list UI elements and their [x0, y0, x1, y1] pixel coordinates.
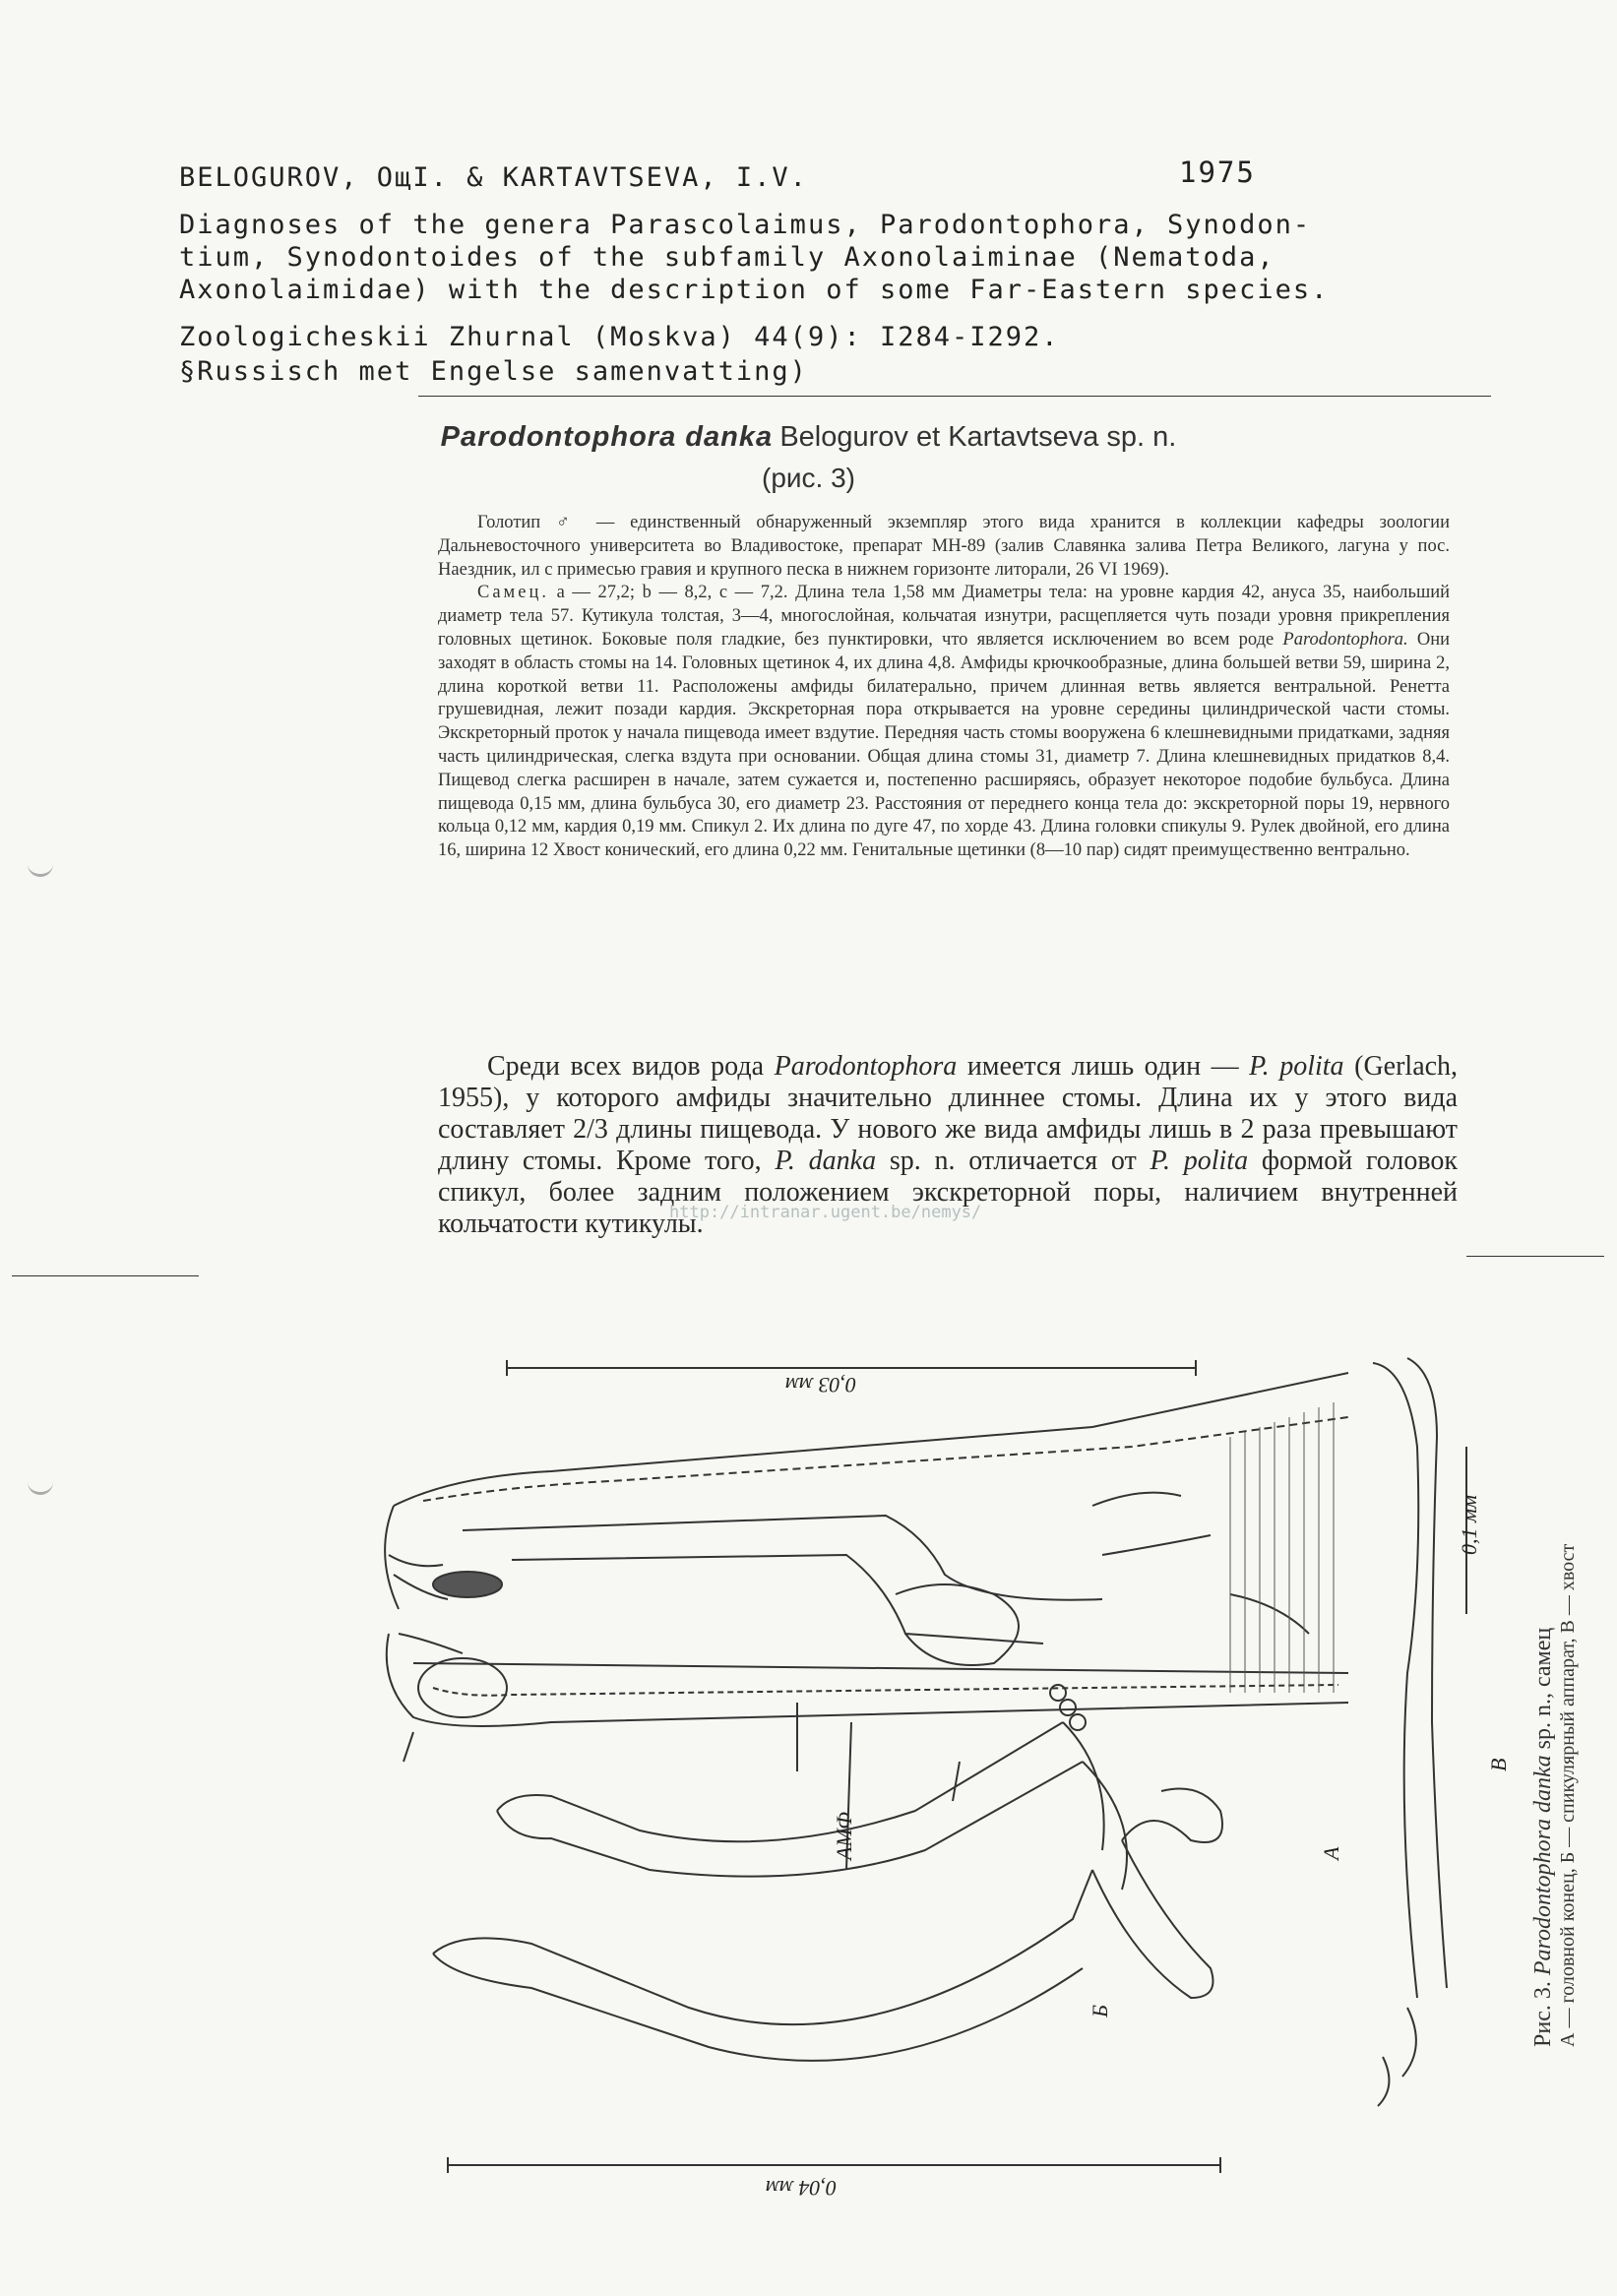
citation-journal-line: Zoologicheskii Zhurnal (Moskva) 44(9): I284-I292.	[179, 322, 1060, 352]
species-authority: Belogurov et Kartavtseva sp. n.	[779, 421, 1177, 453]
discussion-text: sp. n. отличается от	[889, 1146, 1137, 1176]
hatching	[1230, 1402, 1334, 1693]
caption-line-1	[1530, 1544, 1557, 2047]
discussion-species: P. polita	[1249, 1051, 1344, 1082]
watermark-url: http://intranar.ugent.be/nemys/	[669, 1203, 982, 1222]
panel-label-b: Б	[1088, 2005, 1112, 2017]
discussion-text: (Gerlach, 1955), у которого амфиды значительно длиннее стомы. Длина их у этого вида составляет 2/3 длины пищевода. У нового же вида амфиды лишь в 2 раза превышают длину стомы. Кроме того,	[438, 1051, 1459, 1176]
holotype-paragraph: Голотип ♂ — единственный обнаруженный экземпляр этого вида хранится в коллекции кафедры зоологии Дальневосточного университета во Владивостоке, препарат МН-89 (залив Славянка залива Петра Великого, лагуна у пос. Наездник, ил с примесью гравия и крупного песка в нижнем горизонте литорали, 26 VI 1969).	[438, 513, 1450, 580]
citation-authors: BELOGUROV, OщI. & KARTAVTSEVA, I.V.	[179, 162, 808, 193]
figure-caption	[1530, 1544, 1580, 2047]
citation-journal-line: §Russisch met Engelse samenvatting)	[179, 356, 808, 387]
citation-year: 1975	[1179, 155, 1256, 189]
caption-species: Parodontophora danka	[1530, 1755, 1556, 1976]
caption-rest: sp. n., самец	[1530, 1627, 1556, 1750]
discussion-text: формой головок спикул, более задним положением экскреторной поры, наличием внутренней кольчатости кутикулы.	[438, 1146, 1459, 1239]
caption-line-2: А — головной конец, Б — спикулярный аппарат, В — хвост	[1557, 1543, 1579, 2047]
discussion-genus: Parodontophora	[774, 1051, 958, 1082]
male-prefix: Самец.	[477, 583, 549, 603]
male-measurements: a — 27,2; b — 8,2, c — 7,2. Длина тела 1,58 мм Диаметры тела: на уровне кардия 42, ануса 35, наибольший диаметр тела 57. Кутикула толстая, 3—4, многослойная, кольчатая изнутри, расщепляется чуть позади уровня прикрепления головных щетинок. Боковые поля гладкие, без пунктировки, что является исключением во всем роде	[438, 583, 1450, 650]
scale-label-b: 0,04 мм	[765, 2176, 837, 2201]
discussion-text: имеется лишь один —	[966, 1051, 1239, 1082]
panel-label-a: А	[1319, 1846, 1343, 1860]
scale-bar-b	[448, 2157, 1220, 2173]
figure-reference: (рис. 3)	[762, 463, 855, 493]
spicule-drawing	[433, 1685, 1222, 2061]
citation-title-line: Axonolaimidae) with the description of some Far-Eastern species.	[179, 275, 1330, 305]
citation-title-line: tium, Synodontoides of the subfamily Axonolaiminae (Nematoda,	[179, 242, 1275, 273]
panel-label-c: В	[1486, 1758, 1511, 1771]
amphid-label: АМФ	[832, 1812, 856, 1860]
discussion-text: Среди всех видов рода	[487, 1051, 765, 1082]
discussion-species: P. danka	[775, 1146, 877, 1176]
male-details: Они заходят в область стомы на 14. Головных щетинок 4, их длина 4,8. Амфиды крючкообразные, длина большей ветви 59, ширина 2, длина короткой ветви 11. Расположены амфиды билатерально, причем длинная ветвь является вентральной. Ренетта грушевидная, лежит позади кардия. Экскреторная пора открывается на уровне середины цилиндрической части стомы. Экскреторный проток у начала пищевода имеет вздутие. Передняя часть стомы вооружена 6 клешневидными придатками, задняя часть цилиндрическая, слегка вздута при основании. Общая длина стомы 31, диаметр 7. Длина клешневидных придатков 8,4. Пищевод слегка расширен в начале, затем сужается и, постепенно расширяясь, образует некоторое подобие бульбуса. Длина пищевода 0,15 мм, длина бульбуса 30, его диаметр 23. Расстояния от переднего конца тела до: экскреторной поры 19, нервного кольца 0,12 мм, кардия 0,19 мм. Спикул 2. Их длина по дуге 47, по хорде 43. Длина головки спикулы 9. Рулек двойной, его длина 16, ширина 12 Хвост конический, его длина 0,22 мм. Генитальные щетинки (8—10 пар) сидят преимущественно вентрально.	[438, 629, 1451, 861]
scale-label-a: 0,03 мм	[784, 1373, 856, 1397]
discussion-species: P. polita	[1150, 1146, 1249, 1176]
male-genus: Parodontophora.	[1282, 629, 1408, 650]
caption-prefix: Рис. 3.	[1530, 1981, 1556, 2047]
scale-label-c: 0,1 мм	[1457, 1494, 1481, 1555]
species-name: Parodontophora danka	[440, 421, 774, 453]
tail-drawing	[1373, 1358, 1447, 2106]
citation-title-line: Diagnoses of the genera Parascolaimus, Parodontophora, Synodon-	[179, 210, 1312, 240]
